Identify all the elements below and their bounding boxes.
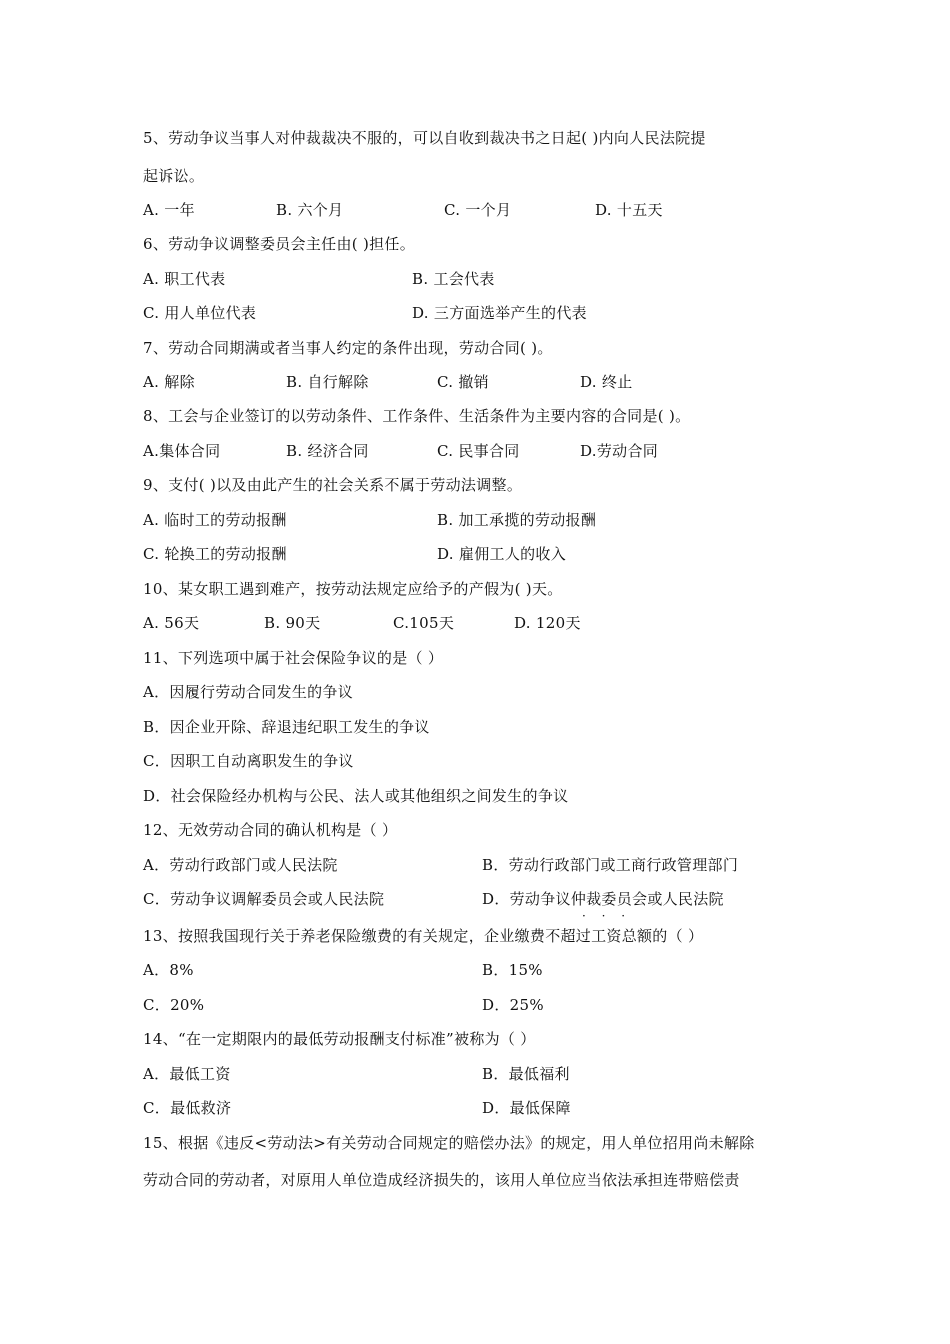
q9-option-b: B. 加工承揽的劳动报酬 xyxy=(437,511,597,529)
q9-option-a: A. 临时工的劳动报酬 xyxy=(143,511,287,529)
q5-option-d: D. 十五天 xyxy=(595,201,663,219)
question-10: 10、某女职工遇到难产，按劳动法规定应给予的产假为( )天。 xyxy=(143,580,563,598)
q11-option-d: D．社会保险经办机构与公民、法人或其他组织之间发生的争议 xyxy=(143,787,569,805)
q14-option-c: C．最低救济 xyxy=(143,1099,232,1117)
question-8: 8、工会与企业签订的以劳动条件、工作条件、生活条件为主要内容的合同是( )。 xyxy=(143,407,691,425)
q10-option-a: A. 56天 xyxy=(143,614,200,632)
q7-option-c: C. 撤销 xyxy=(437,373,489,391)
q12-option-a: A．劳动行政部门或人民法院 xyxy=(143,856,338,874)
q8-option-c: C. 民事合同 xyxy=(437,442,520,460)
q13-option-c: C．20% xyxy=(143,996,205,1014)
q7-option-d: D. 终止 xyxy=(580,373,633,391)
q8-option-b: B. 经济合同 xyxy=(286,442,369,460)
question-15-cont: 劳动合同的劳动者，对原用人单位造成经济损失的，该用人单位应当依法承担连带赔偿责 xyxy=(143,1171,740,1189)
q13-option-b: B．15% xyxy=(482,961,543,979)
q11-option-c: C．因职工自动离职发生的争议 xyxy=(143,752,354,770)
q12-option-b: B．劳动行政部门或工商行政管理部门 xyxy=(482,856,739,874)
q10-option-c: C.105天 xyxy=(393,614,455,632)
q5-option-a: A. 一年 xyxy=(143,201,195,219)
q5-option-c: C. 一个月 xyxy=(444,201,512,219)
q10-option-b: B. 90天 xyxy=(264,614,321,632)
q14-option-d: D．最低保障 xyxy=(482,1099,571,1117)
question-5-cont: 起诉讼。 xyxy=(143,167,205,185)
q12-option-d: D．劳动争议仲裁委员会或人民法院 xyxy=(482,890,724,908)
q11-option-a: A．因履行劳动合同发生的争议 xyxy=(143,683,354,701)
question-12: 12、无效劳动合同的确认机构是（ ） xyxy=(143,821,398,839)
q14-option-b: B．最低福利 xyxy=(482,1065,570,1083)
q9-option-c: C. 轮换工的劳动报酬 xyxy=(143,545,287,563)
q6-option-a: A. 职工代表 xyxy=(143,270,226,288)
q7-option-a: A. 解除 xyxy=(143,373,195,391)
question-6: 6、劳动争议调整委员会主任由( )担任。 xyxy=(143,235,416,253)
q13-option-a: A．8% xyxy=(143,961,194,979)
question-9: 9、支付( )以及由此产生的社会关系不属于劳动法调整。 xyxy=(143,476,523,494)
q8-option-a: A.集体合同 xyxy=(143,442,221,460)
q13-option-d: D．25% xyxy=(482,996,544,1014)
q12-option-c: C．劳动争议调解委员会或人民法院 xyxy=(143,890,385,908)
q6-option-c: C. 用人单位代表 xyxy=(143,304,257,322)
q8-option-d: D.劳动合同 xyxy=(580,442,659,460)
q7-option-b: B. 自行解除 xyxy=(286,373,369,391)
emphasis-dots: · · · xyxy=(582,909,632,923)
q5-option-b: B. 六个月 xyxy=(276,201,344,219)
q9-option-d: D. 雇佣工人的收入 xyxy=(437,545,567,563)
question-11: 11、下列选项中属于社会保险争议的是（ ） xyxy=(143,649,444,667)
question-15: 15、根据《违反<劳动法>有关劳动合同规定的赔偿办法》的规定，用人单位招用尚未解除 xyxy=(143,1134,755,1152)
question-14: 14、“在一定期限内的最低劳动报酬支付标准”被称为（ ） xyxy=(143,1030,536,1048)
q11-option-b: B．因企业开除、辞退违纪职工发生的争议 xyxy=(143,718,430,736)
question-7: 7、劳动合同期满或者当事人约定的条件出现，劳动合同( )。 xyxy=(143,339,553,357)
q6-option-b: B. 工会代表 xyxy=(412,270,495,288)
question-13: 13、按照我国现行关于养老保险缴费的有关规定，企业缴费不超过工资总额的（ ） xyxy=(143,927,704,945)
q6-option-d: D. 三方面选举产生的代表 xyxy=(412,304,587,322)
q10-option-d: D. 120天 xyxy=(514,614,581,632)
q14-option-a: A．最低工资 xyxy=(143,1065,231,1083)
question-5: 5、劳动争议当事人对仲裁裁决不服的，可以自收到裁决书之日起( )内向人民法院提 xyxy=(143,129,706,147)
